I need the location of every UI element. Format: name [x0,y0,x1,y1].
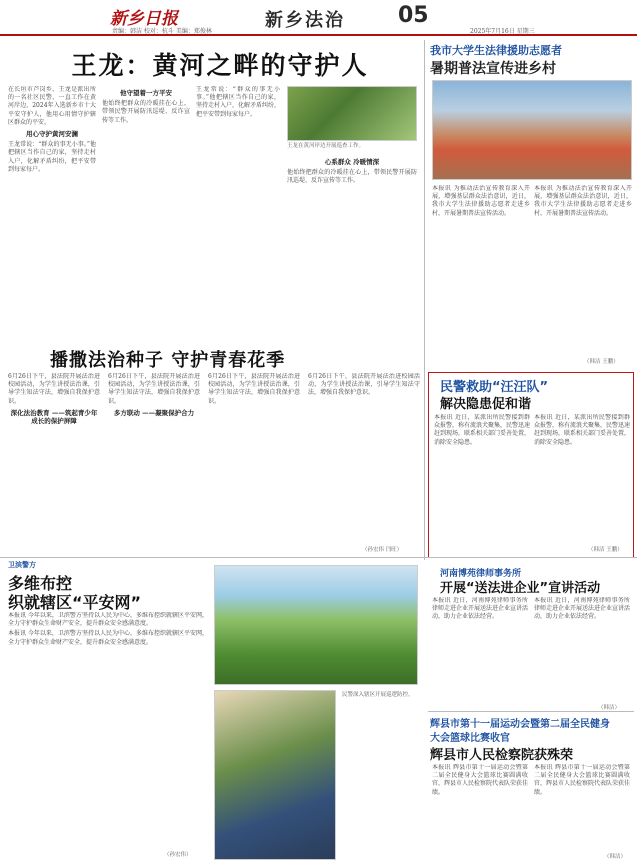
side-story-4-col2: 本报讯 辉县市第十一届运动会暨第二届全民健身大会篮球比赛圆满收官，辉县市人民检察院代表队荣获佳绩。 [534,764,630,796]
story-2-col3: 6月26日下午，县法院开展法治进校园活动，为学生讲授法治课，引导学生知法守法，增强自我保护意识。 [208,373,300,405]
section-divider [0,557,637,558]
side-kicker-4b: 大会篮球比赛收官 [430,733,510,744]
side-kicker-1: 我市大学生法律援助志愿者 [430,44,562,57]
main-headline: 王龙：黄河之畔的守护人 [71,51,369,80]
story-3-col1: 本报讯 今年以来，卫滨警方坚持以人民为中心，多维布控织就辖区平安网，全力守护群众生命财产安全，提升群众安全感满意度。 本报讯 今年以来，卫滨警方坚持以人民为中心，多维布控织就辖区平安网，全力守护群众生命财产安全，提升群众安全感满意度。 [8,612,208,646]
story-2-signature: （孙宏伟 闫旺） [362,547,403,553]
main-story-col3: 王龙常说：“群众的事无小事。”他把辖区当作自己的家，坚持走村入户，化解矛盾纠纷，把平安带到每家每户。 [196,86,280,118]
main-story-col1: 在长垣市芦岗乡，王龙是派出所的一名社区民警，一直工作在黄河岸边，2024年入选新乡市十大平安守护人，他用心用情守护辖区群众的平安。 用心守护黄河安澜 王龙常说：“群众的事无小事。”他把辖区当作自己的家，坚持走村入户，化解矛盾纠纷，把平安带到每家每户。 [8,86,96,173]
side-story-4-col1: 本报讯 辉县市第十一届运动会暨第二届全民健身大会篮球比赛圆满收官，辉县市人民检察院代表队荣获佳绩。 [432,764,528,796]
story-3-title-b: 织就辖区“平安网” [8,593,142,612]
side-story-3-col1: 本报讯 近日，河南博苑律师事务所律师走进企业开展送法进企业宣讲活动，助力企业依法经营。 [432,597,528,621]
side-story-1-signature: （韩洁 王鹏） [584,359,619,365]
side-story-1-col1: 本报讯 为推动法治宣传教育深入开展，增强基层群众法治意识，近日，我市大学生法律援助志愿者走进乡村，开展暑期普法宣传活动。 [432,185,530,217]
main-subhead-1: 用心守护黄河安澜 [26,130,78,139]
side-kicker-3: 河南博苑律师事务所 [440,569,522,579]
issue-date: 2025年7月16日 星期三 [470,28,535,35]
side-story-4-signature: （韩洁） [604,854,627,860]
side-story-3-signature: （韩洁） [598,705,621,711]
story-3-signature: （孙宏伟） [164,852,192,858]
side-title-3: 开展“送法进企业”宣讲活动 [440,581,601,596]
side-divider [428,711,634,712]
story-2-col1: 6月26日下午，县法院开展法治进校园活动，为学生讲授法治课，引导学生知法守法，增强自我保护意识。 深化法治教育 ——筑起青少年成长的保护屏障 [8,373,100,426]
patrol-photo-police [214,690,336,860]
story-2-headline: 播撒法治种子 守护青春花季 [50,350,286,371]
newspaper-logo: 新乡日报 [110,9,178,29]
story-3-kicker: 卫滨警方 [8,561,36,569]
side-title-2b: 解决隐患促和谐 [440,397,532,412]
story-2-col4: 6月26日下午，县法院开展法治进校园活动，为学生讲授法治课，引导学生知法守法，增强自我保护意识。 [308,373,420,397]
main-photo-caption: 王龙在黄河岸边开展巡查工作。 [287,143,365,149]
main-subhead-3: 心系群众 冷暖情深 [324,158,380,166]
story-3-title-a: 多维布控 [8,574,73,593]
side-title-1: 暑期普法宣传进乡村 [430,61,556,77]
side-story-2-signature: （韩洁 王鹏） [588,547,623,553]
side-story-3-col2: 本报讯 近日，河南博苑律师事务所律师走进企业开展送法进企业宣讲活动，助力企业依法经营。 [534,597,630,621]
story-2-col2: 6月26日下午，县法院开展法治进校园活动，为学生讲授法治课，引导学生知法守法，增强自我保护意识。 多方联动 ——凝聚保护合力 [108,373,200,417]
side-story-2-col1: 本报讯 近日，某派出所民警接到群众报警，称有流浪犬聚集，民警迅速赶到现场，联系相关部门妥善处置，消除安全隐患。 [434,414,530,446]
side-kicker-4a: 辉县市第十一届运动会暨第二届全民健身 [430,719,610,730]
side-story-1-col2: 本报讯 为推动法治宣传教育深入开展，增强基层群众法治意识，近日，我市大学生法律援助志愿者走进乡村，开展暑期普法宣传活动。 [534,185,632,217]
section-title: 新乡法治 [265,10,345,31]
masthead [0,0,637,36]
side-title-4: 辉县市人民检察院获殊荣 [430,748,574,763]
story-3-caption: 民警深入辖区开展巡逻防控。 [342,692,414,698]
patrol-photo-park [214,565,418,685]
side-title-2a: 民警救助“汪汪队” [440,380,549,395]
main-subhead-2: 他守望着一方平安 [120,89,172,97]
editor-credits: 责编：韩洁 校对：杭斗 美编：郑俊林 [112,28,212,35]
main-story-col4: 心系群众 冷暖情深 他始终把群众的冷暖挂在心上，带领民警开展防汛巡堤、反诈宣传等工作。 [287,158,417,185]
main-story-col2: 他守望着一方平安 他始终把群众的冷暖挂在心上，带领民警开展防汛巡堤、反诈宣传等工作。 [102,89,190,124]
volunteer-photo [432,80,632,180]
column-divider [424,40,425,560]
side-story-2-col2: 本报讯 近日，某派出所民警接到群众报警，称有流浪犬聚集，民警迅速赶到现场，联系相关部门妥善处置，消除安全隐患。 [534,414,630,446]
main-photo [287,86,417,141]
page-number: 05 [398,3,429,28]
